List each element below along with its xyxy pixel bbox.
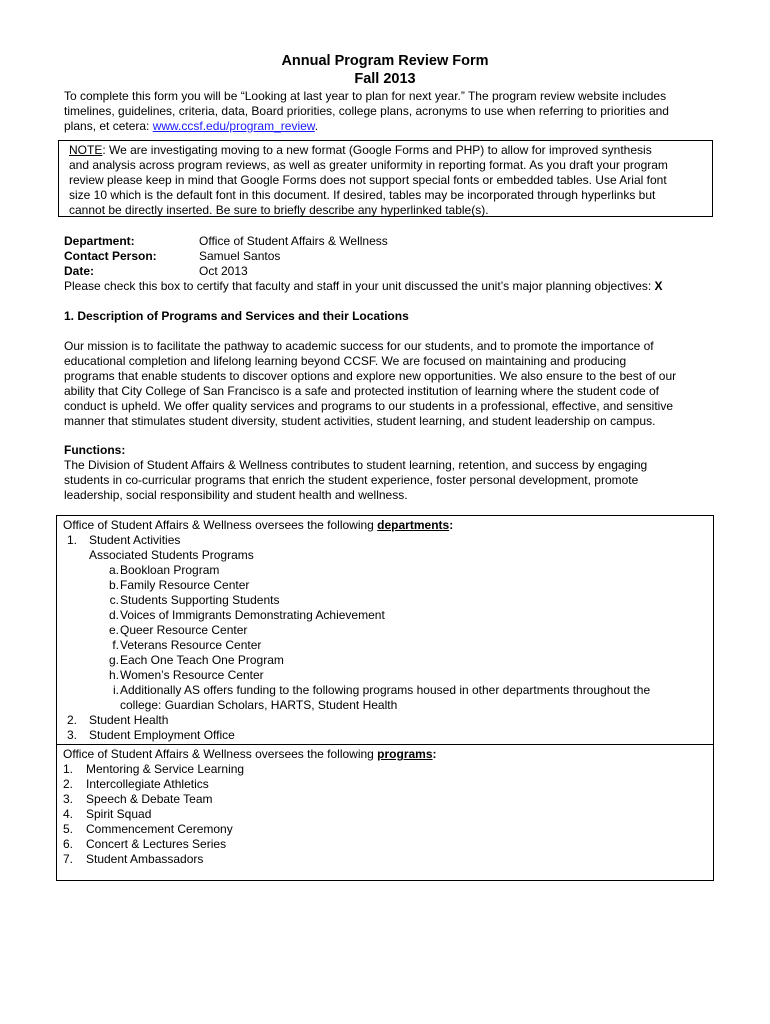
note-line: cannot be directly inserted. Be sure to briefly describe any hyperlinked table(s). — [69, 203, 489, 217]
sub-item-letter: a. — [108, 563, 119, 577]
associated-students-heading: Associated Students Programs — [89, 548, 254, 562]
intro-line: timelines, guidelines, criteria, data, Board priorities, college plans, acronyms to use when referring to priorities and — [64, 104, 669, 118]
sub-item-letter: h. — [108, 668, 119, 682]
department-number: 2. — [67, 713, 78, 727]
sub-item-letter: d. — [108, 608, 119, 622]
mission-line: manner that stimulates student diversity, student activities, student learning, and student leadership on campus. — [64, 414, 656, 428]
sub-item: Each One Teach One Program — [120, 653, 284, 667]
program-item: Intercollegiate Athletics — [86, 777, 209, 791]
note-line-text: : We are investigating moving to a new format (Google Forms and PHP) to allow for improved synthesis — [102, 143, 652, 157]
department-number: 1. — [67, 533, 78, 547]
programs-keyword: programs — [377, 747, 433, 761]
department-number: 3. — [67, 728, 78, 742]
program-item: Spirit Squad — [86, 807, 152, 821]
note-line: size 10 which is the default font in this document. If desired, tables may be incorporated through hyperlinks but — [69, 188, 656, 202]
mission-line: Our mission is to facilitate the pathway to academic success for our students, and to promote the importance of — [64, 339, 654, 353]
program-number: 3. — [63, 792, 74, 806]
note-line: review please keep in mind that Google Forms does not support special fonts or embedded tables. Use Arial font — [69, 173, 667, 187]
sub-item: Bookloan Program — [120, 563, 220, 577]
contact-value: Samuel Santos — [199, 249, 281, 263]
department-value: Office of Student Affairs & Wellness — [199, 234, 388, 248]
department-item: Student Health — [89, 713, 169, 727]
program-review-link[interactable]: www.ccsf.edu/program_review — [152, 119, 315, 133]
sub-item: Queer Resource Center — [120, 623, 248, 637]
contact-label: Contact Person: — [64, 249, 157, 263]
department-item: Student Activities — [89, 533, 181, 547]
intro-line-end: . — [314, 119, 319, 133]
program-number: 6. — [63, 837, 74, 851]
sub-item-letter: i. — [113, 683, 119, 697]
sub-item-letter: g. — [108, 653, 119, 667]
mission-line: conduct is upheld. We offer quality services and programs to our students in a professional, effective, and sensitive — [64, 399, 674, 413]
certify-text: Please check this box to certify that faculty and staff in your unit discussed the unit’s major planning objectives: — [64, 279, 655, 293]
departments-intro-text: Office of Student Affairs & Wellness oversees the following — [63, 518, 378, 532]
department-item: Student Employment Office — [89, 728, 235, 742]
sub-item: Veterans Resource Center — [120, 638, 262, 652]
date-row — [64, 264, 248, 279]
departments-keyword: departments — [377, 518, 450, 532]
mission-line: programs that enable students to discover options and explore new opportunities. We also ensure to the best of our — [64, 369, 677, 383]
section-1-heading: 1. Description of Programs and Services and their Locations — [64, 309, 409, 323]
sub-item-letter: b. — [108, 578, 119, 592]
note-line — [69, 143, 668, 158]
functions-line: The Division of Student Affairs & Wellness contributes to student learning, retention, and success by engaging — [64, 458, 648, 472]
departments-intro — [63, 518, 453, 533]
program-item: Commencement Ceremony — [86, 822, 233, 836]
functions-heading: Functions: — [64, 443, 126, 457]
sub-item-continuation: college: Guardian Scholars, HARTS, Student Health — [120, 698, 398, 712]
sub-item: Women’s Resource Center — [120, 668, 264, 682]
intro-line-text: plans, et cetera: — [64, 119, 153, 133]
sub-item: Additionally AS offers funding to the following programs housed in other departments throughout the — [120, 683, 651, 697]
sub-item-letter: c. — [109, 593, 119, 607]
program-item: Mentoring & Service Learning — [86, 762, 245, 776]
form-title: Annual Program Review Form — [281, 53, 489, 69]
functions-paragraph — [64, 443, 714, 503]
program-number: 5. — [63, 822, 74, 836]
programs-colon: : — [432, 747, 437, 761]
note-box — [58, 140, 713, 217]
certify-checkbox-mark[interactable]: X — [654, 279, 663, 293]
date-value: Oct 2013 — [199, 264, 248, 278]
sub-item: Students Supporting Students — [120, 593, 280, 607]
functions-line: leadership, social responsibility and student health and wellness. — [64, 488, 408, 502]
functions-line: students in co-curricular programs that enrich the student experience, foster personal development, promote — [64, 473, 639, 487]
program-number: 1. — [63, 762, 74, 776]
programs-box — [56, 744, 714, 881]
departments-colon: : — [449, 518, 454, 532]
program-number: 4. — [63, 807, 74, 821]
program-number: 7. — [63, 852, 74, 866]
sub-item: Family Resource Center — [120, 578, 250, 592]
date-label: Date: — [64, 264, 95, 278]
department-label: Department: — [64, 234, 135, 248]
program-item: Student Ambassadors — [86, 852, 204, 866]
sub-item-letter: f. — [112, 638, 119, 652]
mission-paragraph — [64, 339, 714, 429]
program-number: 2. — [63, 777, 74, 791]
intro-line: To complete this form you will be “Looking at last year to plan for next year.” The program review website includes — [64, 89, 667, 103]
contact-row — [64, 249, 280, 264]
sub-item-letter: e. — [108, 623, 119, 637]
form-subtitle: Fall 2013 — [354, 71, 416, 87]
intro-line — [64, 119, 714, 134]
sub-item: Voices of Immigrants Demonstrating Achievement — [120, 608, 385, 622]
intro-paragraph — [64, 89, 714, 134]
note-label: NOTE — [69, 143, 103, 157]
programs-intro-text: Office of Student Affairs & Wellness oversees the following — [63, 747, 378, 761]
program-item: Speech & Debate Team — [86, 792, 213, 806]
departments-box — [56, 515, 714, 745]
department-row — [64, 234, 388, 249]
mission-line: educational completion and lifelong learning beyond CCSF. We are focused on maintaining and producing — [64, 354, 627, 368]
certify-row — [64, 279, 663, 294]
note-text — [69, 143, 668, 218]
mission-line: ability that City College of San Francisco is a safe and protected institution of learning where the student code of — [64, 384, 660, 398]
program-item: Concert & Lectures Series — [86, 837, 227, 851]
note-line: and analysis across program reviews, as well as greater uniformity in reporting format. As you draft your program — [69, 158, 668, 172]
programs-intro — [63, 747, 437, 762]
